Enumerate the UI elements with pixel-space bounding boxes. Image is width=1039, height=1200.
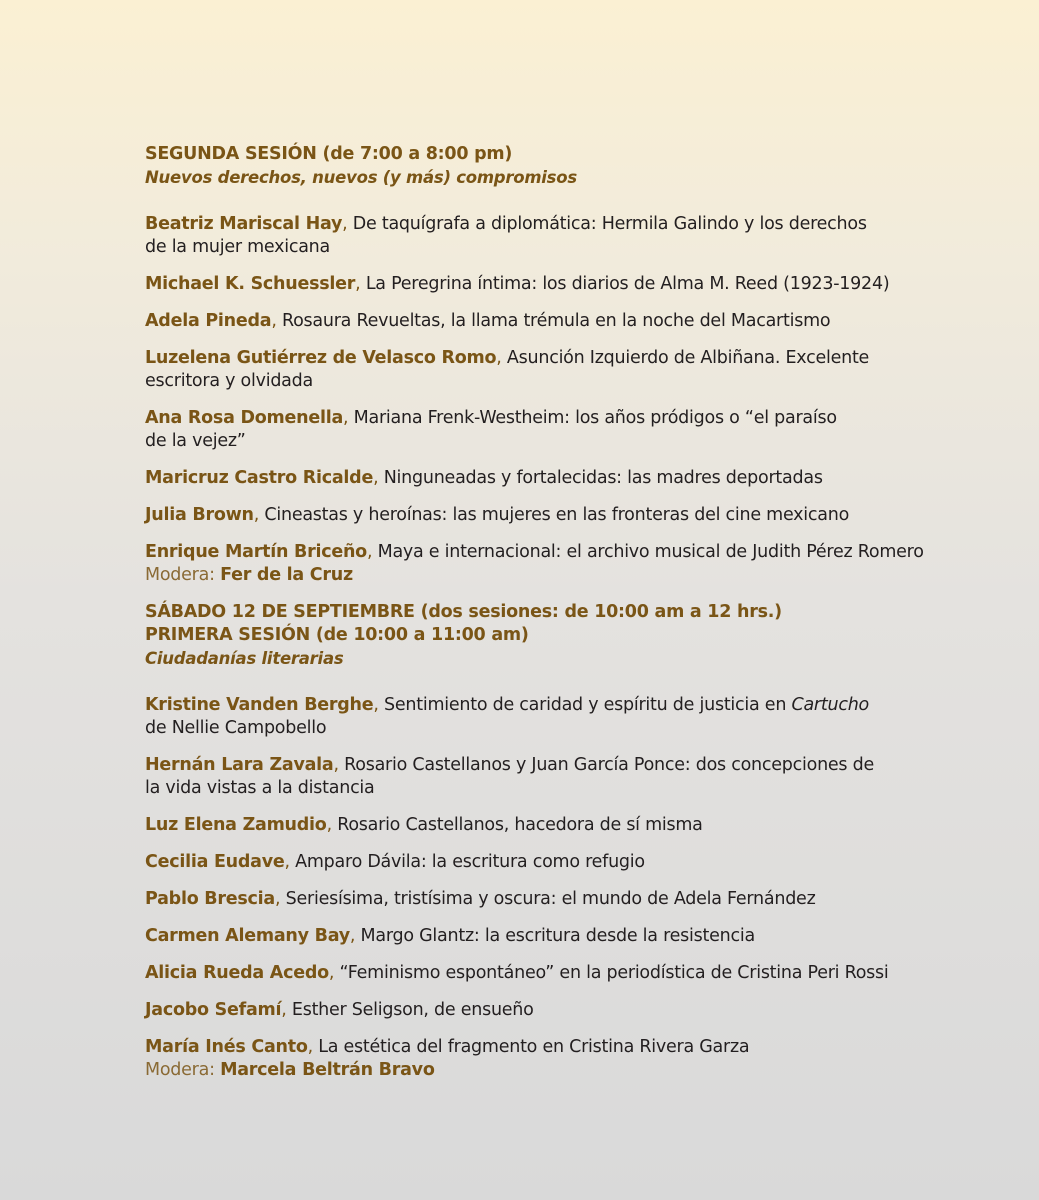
speaker-name: Beatriz Mariscal Hay bbox=[145, 214, 343, 234]
speaker-name: Jacobo Sefamí bbox=[145, 1000, 282, 1020]
speaker-name: Luz Elena Zamudio bbox=[145, 815, 327, 835]
moderator-line bbox=[145, 1059, 1025, 1082]
talk-title: “Feminismo espontáneo” en la periodística de Cristina Peri Rossi bbox=[339, 963, 889, 983]
talk-title-cont: de la vejez” bbox=[145, 431, 246, 451]
talk-entry: Beatriz Mariscal Hay, De taquígrafa a diplomática: Hermila Galindo y los derechos de la mujer mexicana bbox=[145, 214, 867, 257]
talk-title: Cineastas y heroínas: las mujeres en las fronteras del cine mexicano bbox=[264, 505, 850, 525]
talk-entry: Maricruz Castro Ricalde, Ninguneadas y fortalecidas: las madres deportadas bbox=[145, 468, 823, 488]
moderator-name: Fer de la Cruz bbox=[220, 565, 353, 585]
talk-entry: Enrique Martín Briceño, Maya e internacional: el archivo musical de Judith Pérez Romero bbox=[145, 542, 924, 562]
speaker-name: Ana Rosa Domenella bbox=[145, 408, 344, 428]
talk-title-italic: Cartucho bbox=[791, 695, 869, 715]
talk-entry: Cecilia Eudave, Amparo Dávila: la escritura como refugio bbox=[145, 852, 645, 872]
speaker-name: Maricruz Castro Ricalde bbox=[145, 468, 374, 488]
talk-entry: Carmen Alemany Bay, Margo Glantz: la escritura desde la resistencia bbox=[145, 926, 755, 946]
speaker-name: Michael K. Schuessler bbox=[145, 274, 356, 294]
talk-title-cont: de Nellie Campobello bbox=[145, 718, 327, 738]
session-2-subtitle: Nuevos derechos, nuevos (y más) compromisos bbox=[145, 168, 577, 187]
talk-title: Asunción Izquierdo de Albiñana. Excelente bbox=[506, 348, 870, 368]
program-content bbox=[145, 143, 1025, 1096]
talk-title-cont: la vida vistas a la distancia bbox=[145, 778, 375, 798]
talk-title: Rosaura Revueltas, la llama trémula en la noche del Macartismo bbox=[281, 311, 831, 331]
speaker-name: Enrique Martín Briceño bbox=[145, 542, 367, 562]
speaker-name: Julia Brown bbox=[145, 505, 254, 525]
speaker-name: Cecilia Eudave bbox=[145, 852, 285, 872]
session-2-heading: SEGUNDA SESIÓN (de 7:00 a 8:00 pm) bbox=[145, 144, 513, 164]
speaker-name: Carmen Alemany Bay bbox=[145, 926, 350, 946]
speaker-name: María Inés Canto bbox=[145, 1037, 308, 1057]
speaker-name: Alicia Rueda Acedo bbox=[145, 963, 329, 983]
speaker-name: Adela Pineda bbox=[145, 311, 272, 331]
moderator-label: Modera: bbox=[145, 565, 215, 585]
talk-title: Maya e internacional: el archivo musical de Judith Pérez Romero bbox=[377, 542, 924, 562]
moderator-label: Modera: bbox=[145, 1060, 215, 1080]
talk-title: Rosario Castellanos y Juan García Ponce: dos concepciones de bbox=[344, 755, 874, 775]
talk-entry: María Inés Canto, La estética del fragmento en Cristina Rivera Garza bbox=[145, 1037, 750, 1057]
talk-entry: Jacobo Sefamí, Esther Seligson, de ensueño bbox=[145, 1000, 534, 1020]
talk-entry: Luz Elena Zamudio, Rosario Castellanos, hacedora de sí misma bbox=[145, 815, 703, 835]
speaker-name: Kristine Vanden Berghe bbox=[145, 695, 374, 715]
speaker-name: Hernán Lara Zavala bbox=[145, 755, 334, 775]
saturday-heading: SÁBADO 12 DE SEPTIEMBRE (dos sesiones: de 10:00 am a 12 hrs.) bbox=[145, 602, 782, 622]
talk-entry: Hernán Lara Zavala, Rosario Castellanos y Juan García Ponce: dos concepciones de la vida vistas a la distancia bbox=[145, 755, 874, 798]
talk-title: Amparo Dávila: la escritura como refugio bbox=[295, 852, 645, 872]
talk-title-cont: escritora y olvidada bbox=[145, 371, 313, 391]
session-1-heading: PRIMERA SESIÓN (de 10:00 a 11:00 am) bbox=[145, 625, 529, 645]
talk-entry: Michael K. Schuessler, La Peregrina íntima: los diarios de Alma M. Reed (1923-1924) bbox=[145, 274, 890, 294]
talk-entry: Ana Rosa Domenella, Mariana Frenk-Westheim: los años pródigos o “el paraíso de la vejez” bbox=[145, 408, 837, 451]
speaker-name: Luzelena Gutiérrez de Velasco Romo bbox=[145, 348, 497, 368]
talk-entry: Kristine Vanden Berghe, Sentimiento de caridad y espíritu de justicia en Cartucho de Nellie Campobello bbox=[145, 695, 869, 738]
talk-title: Margo Glantz: la escritura desde la resistencia bbox=[360, 926, 755, 946]
talk-title: Sentimiento de caridad y espíritu de justicia en bbox=[384, 695, 792, 715]
talk-entry: Adela Pineda, Rosaura Revueltas, la llama trémula en la noche del Macartismo bbox=[145, 311, 831, 331]
talk-entry: Alicia Rueda Acedo, “Feminismo espontáneo” en la periodística de Cristina Peri Rossi bbox=[145, 963, 889, 983]
talk-title: La estética del fragmento en Cristina Rivera Garza bbox=[318, 1037, 750, 1057]
spacer bbox=[145, 189, 1025, 213]
session-1-subtitle: Ciudadanías literarias bbox=[145, 649, 344, 668]
talk-entry: Pablo Brescia, Seriesísima, tristísima y oscura: el mundo de Adela Fernández bbox=[145, 889, 816, 909]
moderator-line bbox=[145, 564, 1025, 587]
talk-title: Seriesísima, tristísima y oscura: el mundo de Adela Fernández bbox=[285, 889, 816, 909]
talk-title: Esther Seligson, de ensueño bbox=[291, 1000, 534, 1020]
speaker-name: Pablo Brescia bbox=[145, 889, 275, 909]
moderator-name: Marcela Beltrán Bravo bbox=[220, 1060, 435, 1080]
talk-entry: Julia Brown, Cineastas y heroínas: las mujeres en las fronteras del cine mexicano bbox=[145, 505, 850, 525]
talk-title: Rosario Castellanos, hacedora de sí misma bbox=[337, 815, 703, 835]
talk-title: La Peregrina íntima: los diarios de Alma M. Reed (1923-1924) bbox=[365, 274, 890, 294]
talk-entry: Luzelena Gutiérrez de Velasco Romo, Asunción Izquierdo de Albiñana. Excelente escritora y olvidada bbox=[145, 348, 870, 391]
talk-title: De taquígrafa a diplomática: Hermila Galindo y los derechos bbox=[352, 214, 867, 234]
talk-title-cont: de la mujer mexicana bbox=[145, 237, 330, 257]
talk-title: Mariana Frenk-Westheim: los años pródigos o “el paraíso bbox=[353, 408, 837, 428]
spacer bbox=[145, 670, 1025, 694]
talk-title: Ninguneadas y fortalecidas: las madres deportadas bbox=[383, 468, 823, 488]
